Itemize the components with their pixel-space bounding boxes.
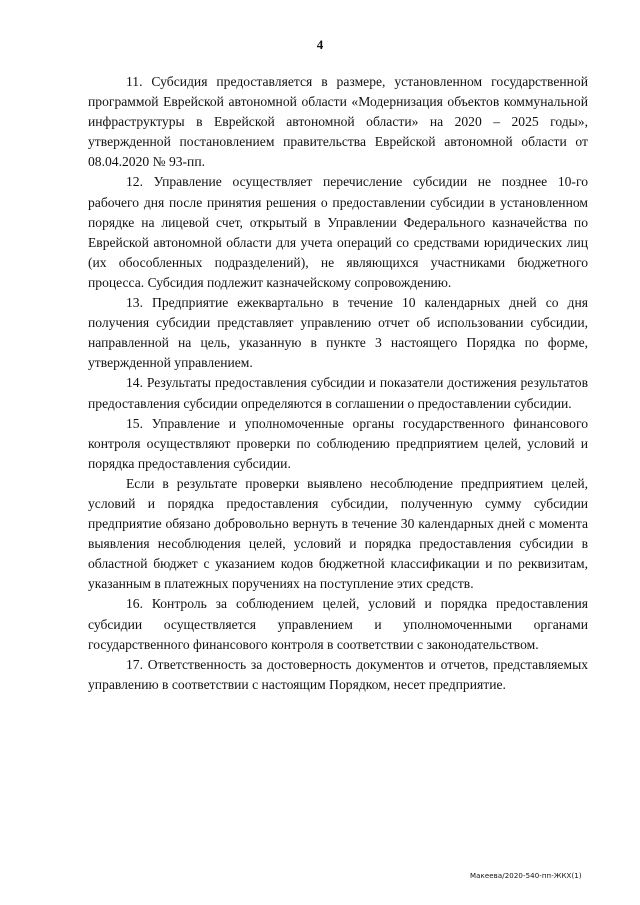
paragraph-16: 16. Контроль за соблюдением целей, условий и порядка предоставления субсидии осуществляется управлением и уполномоченными органами государственного финансового контроля в соответствии с законодательством. xyxy=(88,596,588,652)
paragraph-11: 11. Субсидия предоставляется в размере, установленном государственной программой Еврейской автономной области «Модернизация объектов коммунальной инфраструктуры в Еврейской автономной области» на 2020 – 2025 годы», утвержденной постановлением правительства Еврейской автономной области от 08.04.2020 № 93-пп. xyxy=(88,74,588,170)
paragraph-15-continuation: Если в результате проверки выявлено несоблюдение предприятием целей, условий и порядка предоставления субсидии, полученную сумму субсидии предприятие обязано добровольно вернуть в течение 30 календарных дней с момента выявления несоблюдения целей, условий и порядка предоставления субсидии в областной бюджет с указанием кодов бюджетной классификации и по реквизитам, указанным в платежных поручениях на поступление этих средств. xyxy=(88,475,588,592)
page-number: 4 xyxy=(316,37,324,52)
document-body xyxy=(88,72,588,695)
paragraph-17: 17. Ответственность за достоверность документов и отчетов, представляемых управлению в соответствии с настоящим Порядком, несет предприятие. xyxy=(88,656,588,692)
paragraph-12: 12. Управление осуществляет перечисление субсидии не позднее 10-го рабочего дня после принятия решения о предоставлении субсидии в установленном порядке на лицевой счет, открытый в Управлении Федерального казначейства по Еврейской автономной области для учета операций со средствами юридических лиц (их обособленных подразделений), не являющихся участниками бюджетного процесса. Субсидия подлежит казначейскому сопровождению. xyxy=(88,174,588,290)
document-reference-footer: Макеева/2020-540-пп-ЖКХ(1) xyxy=(470,872,582,880)
paragraph-14: 14. Результаты предоставления субсидии и показатели достижения результатов предоставления субсидии определяются в соглашении о предоставлении субсидии. xyxy=(88,375,588,411)
paragraph-13: 13. Предприятие ежеквартально в течение 10 календарных дней со дня получения субсидии представляет управлению отчет об использовании субсидии, направленной на цель, указанную в пункте 3 настоящего Порядка по форме, утвержденной управлением. xyxy=(88,295,588,371)
paragraph-15: 15. Управление и уполномоченные органы государственного финансового контроля осуществляют проверки по соблюдению предприятием целей, условий и порядка предоставления субсидии. xyxy=(88,415,588,471)
